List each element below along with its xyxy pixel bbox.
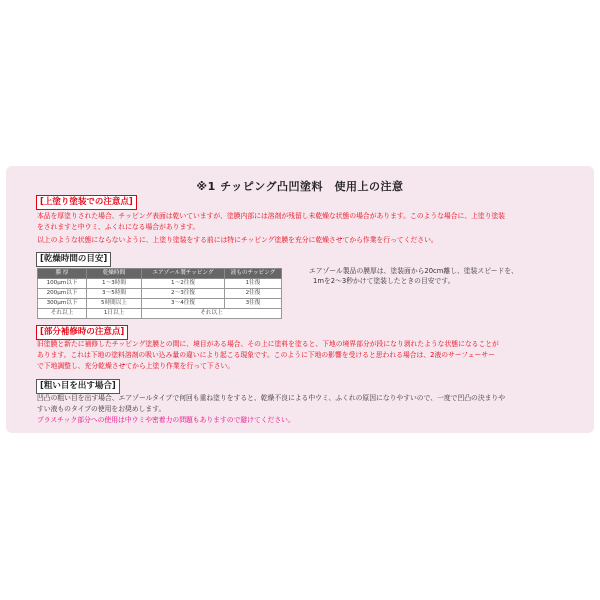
table-cell: それ以上 [142, 309, 282, 319]
repair-text-3: で下地調整し、充分乾燥させてから上塗り作業を行って下さい。 [37, 362, 235, 370]
drying-note-line-1: エアゾール製品の膜厚は、塗装面から20cm離し、塗装スピードを、 [309, 267, 518, 275]
repair-text-2: あります。これは下地の塗料溶剤の吸い込み量の違いにより起こる現象です。このように下地の影響を受けると思われる場合は、2液のサーフェーサー [37, 351, 495, 359]
table-row [38, 289, 282, 299]
repair-text-1: 旧塗膜と新たに補修したチッピング塗膜との間に、境目がある場合、その上に塗料を塗ると、下地の境界部分が段になり剥れたような状態になることが [37, 340, 499, 348]
repair-heading: [部分補修時の注意点] [36, 325, 128, 340]
table-cell: 100μm以下 [38, 279, 87, 289]
table-header-row [38, 269, 282, 279]
column-header: エアゾール製チッピング [142, 269, 225, 279]
drying-time-table [37, 268, 282, 319]
drying-heading: [乾燥時間の目安] [36, 252, 111, 267]
rough-text-1: 凹凸の粗い目を出す場合、エアゾールタイプで何回も重ね塗りをすると、乾燥不良による中ウミ、ふくれの原因になりやすいので、一度で凹凸の決まりや [37, 394, 506, 402]
topcoat-text-2: をされますと中ウミ、ふくれになる場合があります。 [37, 223, 200, 231]
drying-note [309, 266, 518, 286]
rough-text-3: プラスチック部分への使用は中ウミや密着力の問題もありますので避けてください。 [37, 416, 295, 424]
topcoat-text-3: 以上のような状態にならないように、上塗り塗装をする前には特にチッピング塗膜を充分に乾燥させてから作業を行ってください。 [37, 236, 438, 244]
table-cell: 1往復 [225, 279, 282, 289]
rough-heading: [粗い目を出す場合] [36, 379, 120, 394]
topcoat-heading: [上塗り塗装での注意点] [36, 195, 137, 210]
rough-text-2: すい液ものタイプの使用をお奨めします。 [37, 405, 166, 413]
table-cell: 3〜5時間 [87, 289, 142, 299]
table-cell: 1〜3時間 [87, 279, 142, 289]
table-cell: 1日以上 [87, 309, 142, 319]
table-cell: 1〜2往復 [142, 279, 225, 289]
topcoat-text-1: 本品を厚塗りされた場合、チッピング表面は乾いていますが、塗膜内部には溶剤が残留し未乾燥な状態の場合があります。このような場合に、上塗り塗装 [37, 212, 506, 220]
table-row [38, 299, 282, 309]
table-cell: 2〜3往復 [142, 289, 225, 299]
table-cell: 2往復 [225, 289, 282, 299]
table-cell: 3〜4往復 [142, 299, 225, 309]
drying-note-line-2: 1mを2〜3秒かけて塗装したときの目安です。 [313, 277, 455, 285]
column-header: 液ものチッピング [225, 269, 282, 279]
table-row [38, 279, 282, 289]
page-title: ※1 チッピング凸凹塗料 使用上の注意 [196, 180, 404, 193]
column-header: 膜 厚 [38, 269, 87, 279]
table-cell: 3往復 [225, 299, 282, 309]
table-cell: 5時間以上 [87, 299, 142, 309]
table-row [38, 309, 282, 319]
table-cell: 300μm以下 [38, 299, 87, 309]
table-cell: 200μm以下 [38, 289, 87, 299]
column-header: 乾燥時間 [87, 269, 142, 279]
table-cell: それ以上 [38, 309, 87, 319]
